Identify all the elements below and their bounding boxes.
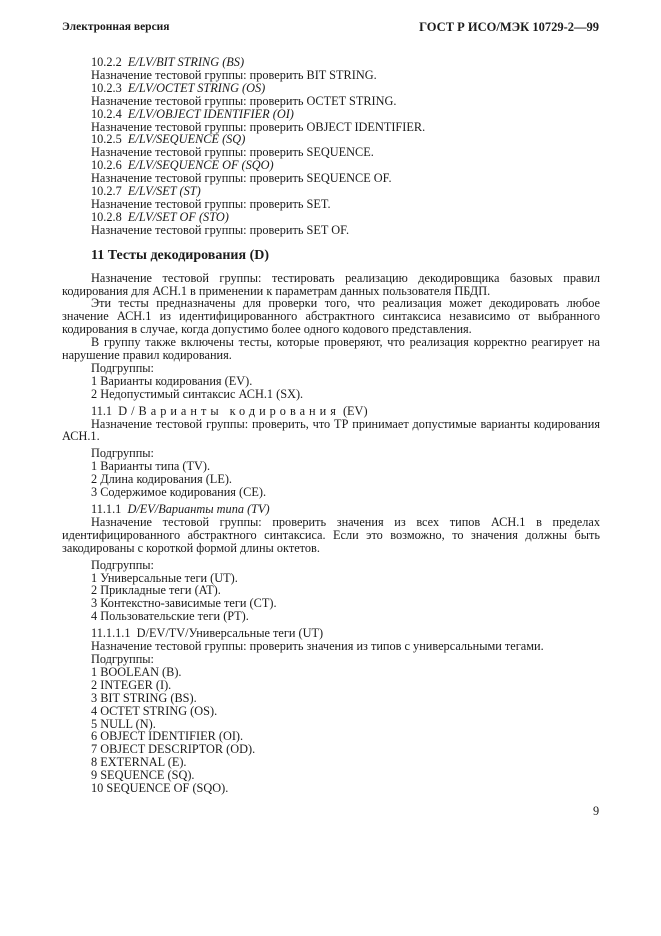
- list-item: 1 BOOLEAN (B).: [91, 664, 182, 679]
- subgroups-label: Подгруппы:: [91, 360, 154, 375]
- paragraph: Назначение тестовой группы: проверить, что ТР принимает допустимые варианты кодирования АСН.1.: [62, 416, 600, 444]
- item-purpose: Назначение тестовой группы: проверить OBJECT IDENTIFIER.: [91, 119, 426, 134]
- header-standard-code: ГОСТ Р ИСО/МЭК 10729-2—99: [419, 20, 599, 34]
- item-heading: 10.2.2 E/LV/BIT STRING (BS): [91, 55, 245, 69]
- item-purpose: Назначение тестовой группы: проверить BIT STRING.: [91, 67, 377, 82]
- list-item: 6 OBJECT IDENTIFIER (OI).: [91, 729, 244, 744]
- list-item: 2 Прикладные теги (AT).: [91, 583, 221, 598]
- list-item: 1 Варианты типа (TV).: [91, 459, 211, 474]
- list-item: 2 Недопустимый синтаксис АСН.1 (SX).: [91, 386, 304, 401]
- item-purpose: Назначение тестовой группы: проверить SEQUENCE OF.: [91, 171, 392, 186]
- list-item: 7 OBJECT DESCRIPTOR (OD).: [91, 742, 256, 757]
- list-item: 3 Контекстно-зависимые теги (CT).: [91, 596, 277, 611]
- list-item: 3 BIT STRING (BS).: [91, 690, 197, 705]
- paragraph: Назначение тестовой группы: проверить значения из всех типов АСН.1 в пределах идентифицированного абстрактного синтаксиса. Если это возможно, то значения должны быть закодированы с короткой формой длины октетов.: [62, 514, 600, 555]
- subgroups-label: Подгруппы:: [91, 446, 154, 461]
- header-edition-label: Электронная версия: [62, 21, 170, 33]
- item-purpose: Назначение тестовой группы: проверить SET.: [91, 196, 331, 211]
- list-item: 9 SEQUENCE (SQ).: [91, 768, 195, 783]
- item-heading: 10.2.3 E/LV/OCTET STRING (OS): [91, 80, 266, 95]
- item-heading: 10.2.7 E/LV/SET (ST): [91, 184, 201, 199]
- paragraph: В группу также включены тесты, которые проверяют, что реализация корректно реагирует на нарушение правил кодирования.: [62, 335, 600, 363]
- item-purpose: Назначение тестовой группы: проверить SET OF.: [91, 222, 350, 237]
- paragraph: Эти тесты предназначены для проверки того, что реализация может декодировать любое значение АСН.1 из идентифицированного абстрактного синтаксиса независимо от выбранного кодирования в случае, когда допустимо более одного кодового представления.: [62, 296, 600, 337]
- item-heading: 10.2.4 E/LV/OBJECT IDENTIFIER (OI): [91, 106, 294, 121]
- list-item: 1 Универсальные теги (UT).: [91, 570, 238, 585]
- item-heading: 10.2.8 E/LV/SET OF (STO): [91, 209, 229, 224]
- list-item: 8 EXTERNAL (E).: [91, 755, 187, 770]
- paragraph: Назначение тестовой группы: тестировать реализацию декодировщика базовых правил кодирования для АСН.1 в применении к параметрам данных пользователя ПБДП.: [62, 270, 600, 298]
- list-item: 2 INTEGER (I).: [91, 677, 172, 692]
- subsection-heading: 11.1 D/Варианты кодирования (EV): [91, 403, 368, 418]
- list-item: 4 Пользовательские теги (PT).: [91, 609, 249, 624]
- page-number: 9: [593, 804, 600, 818]
- list-item: 10 SEQUENCE OF (SQO).: [91, 781, 229, 796]
- subgroups-label: Подгруппы:: [91, 651, 154, 666]
- item-purpose: Назначение тестовой группы: проверить SEQUENCE.: [91, 145, 374, 160]
- list-item: 2 Длина кодирования (LE).: [91, 472, 232, 487]
- list-item: 4 OCTET STRING (OS).: [91, 703, 218, 718]
- subgroups-label: Подгруппы:: [91, 557, 154, 572]
- document-body: [62, 56, 600, 795]
- list-item: 5 NULL (N).: [91, 716, 156, 731]
- section-title: 11 Тесты декодирования (D): [91, 247, 270, 263]
- subsection-heading: 11.1.1.1 D/EV/TV/Универсальные теги (UT): [91, 626, 324, 641]
- item-heading: 10.2.5 E/LV/SEQUENCE (SQ): [91, 132, 246, 147]
- list-item: 3 Содержимое кодирования (CE).: [91, 485, 267, 500]
- list-item: 1 Варианты кодирования (EV).: [91, 373, 253, 388]
- paragraph: Назначение тестовой группы: проверить значения из типов с универсальными тегами.: [91, 639, 544, 654]
- item-purpose: Назначение тестовой группы: проверить OCTET STRING.: [91, 93, 397, 108]
- item-heading: 10.2.6 E/LV/SEQUENCE OF (SQO): [91, 158, 274, 173]
- subsection-heading: 11.1.1 D/EV/Варианты типа (TV): [91, 502, 270, 516]
